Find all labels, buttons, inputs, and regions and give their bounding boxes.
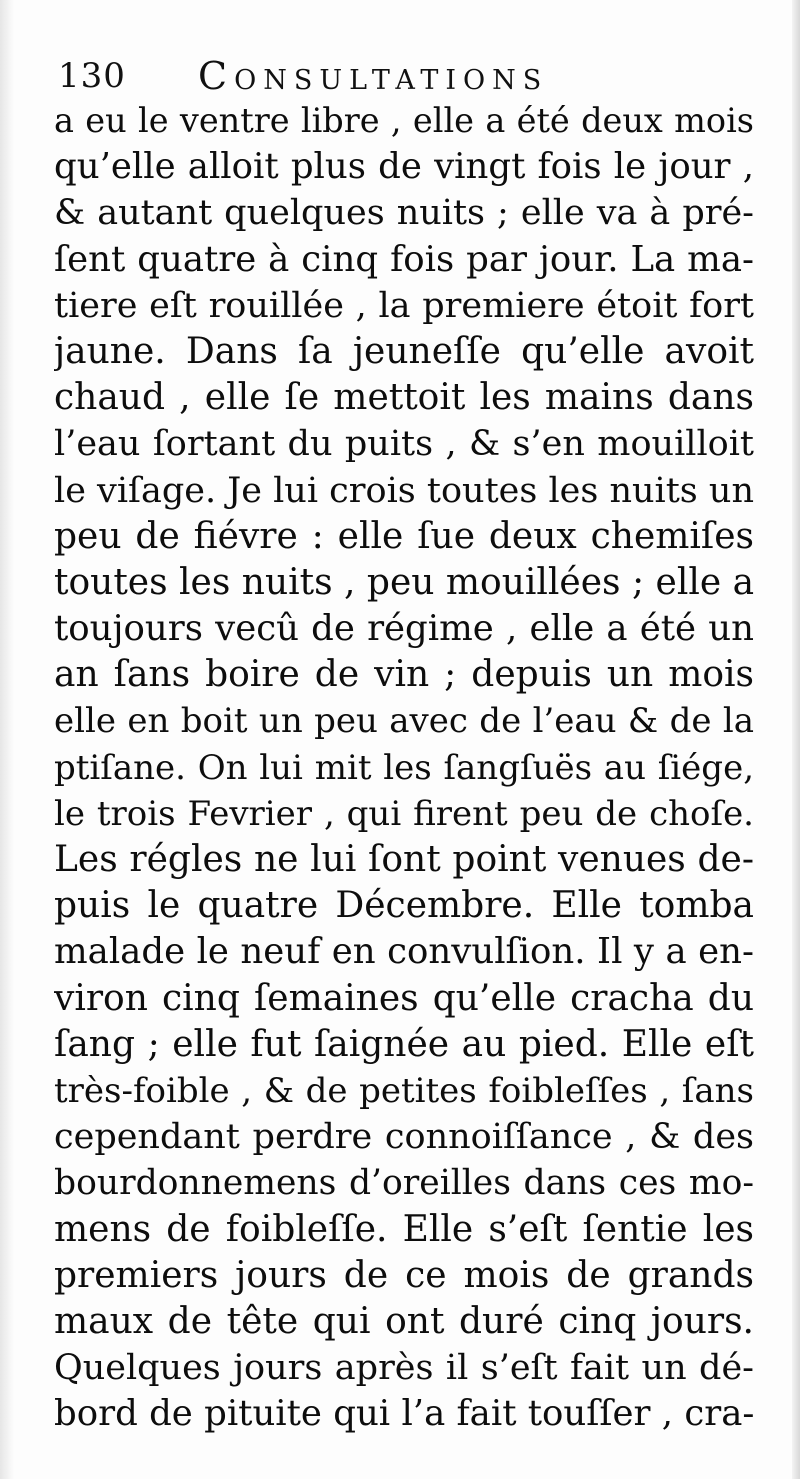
text-line: Les régles ne lui ſont point venues de- (54, 839, 754, 880)
page-number: 130 (58, 56, 126, 96)
page-gutter-shadow (0, 0, 14, 1479)
text-line: bord de pituite qui l’a fait touſſer , cra- (54, 1393, 754, 1435)
text-line: toujours vecû de régime , elle a été un (54, 608, 754, 650)
text-line: cependant perdre connoiſſance , & des (54, 1117, 754, 1158)
text-line: qu’elle alloit plus de vingt fois le jour , (54, 146, 754, 188)
text-line: viron cinq ſemaines qu’elle cracha du (54, 977, 754, 1019)
text-line: elle en boit un peu avec de l’eau & de la (54, 701, 754, 742)
running-title: Consultations (198, 54, 549, 98)
text-line: le trois Fevrier , qui firent peu de choſe. (54, 793, 754, 834)
text-line: Quelques jours après il s’eſt fait un dé- (54, 1348, 754, 1389)
text-line: & autant quelques nuits ; elle va à pré- (54, 193, 754, 234)
text-line: l’eau ſortant du puits , & s’en mouilloit (54, 424, 754, 465)
text-line: premiers jours de ce mois de grands (54, 1254, 754, 1296)
text-line: tiere eſt rouillée , la premiere étoit fort (54, 285, 754, 326)
page-edge-shadow (792, 0, 800, 1479)
text-line: bourdonnemens d’oreilles dans ces mo- (54, 1163, 754, 1204)
text-line: ptiſane. On lui mit les ſangſuës au ſiége, (54, 747, 754, 788)
text-line: an ſans boire de vin ; depuis un mois (54, 654, 754, 696)
text-line: peu de fiévre : elle ſue deux chemiſes (54, 515, 754, 557)
text-line: puis le quatre Décembre. Elle tomba (54, 885, 754, 927)
text-line: mens de foibleſſe. Elle s’eſt ſentie les (54, 1208, 754, 1250)
text-line: ſent quatre à cinq fois par jour. La ma- (54, 238, 754, 280)
body-text (54, 98, 754, 1437)
text-line: très-foible , & de petites foibleſſes , ſans (54, 1070, 754, 1111)
page-header (50, 52, 750, 98)
text-line: jaune. Dans ſa jeuneſſe qu’elle avoit (54, 330, 754, 372)
text-line: le viſage. Je lui crois toutes les nuits un (54, 470, 754, 511)
text-line: ſang ; elle fut ſaignée au pied. Elle eſt (54, 1023, 754, 1065)
text-line: toutes les nuits , peu mouillées ; elle a (54, 561, 754, 603)
text-line: maux de tête qui ont duré cinq jours. (54, 1300, 754, 1342)
text-line: chaud , elle ſe mettoit les mains dans (54, 377, 754, 419)
text-line: a eu le ventre libre , elle a été deux mois (54, 101, 754, 140)
text-line: malade le neuf en convulſion. Il y a en- (54, 931, 754, 973)
